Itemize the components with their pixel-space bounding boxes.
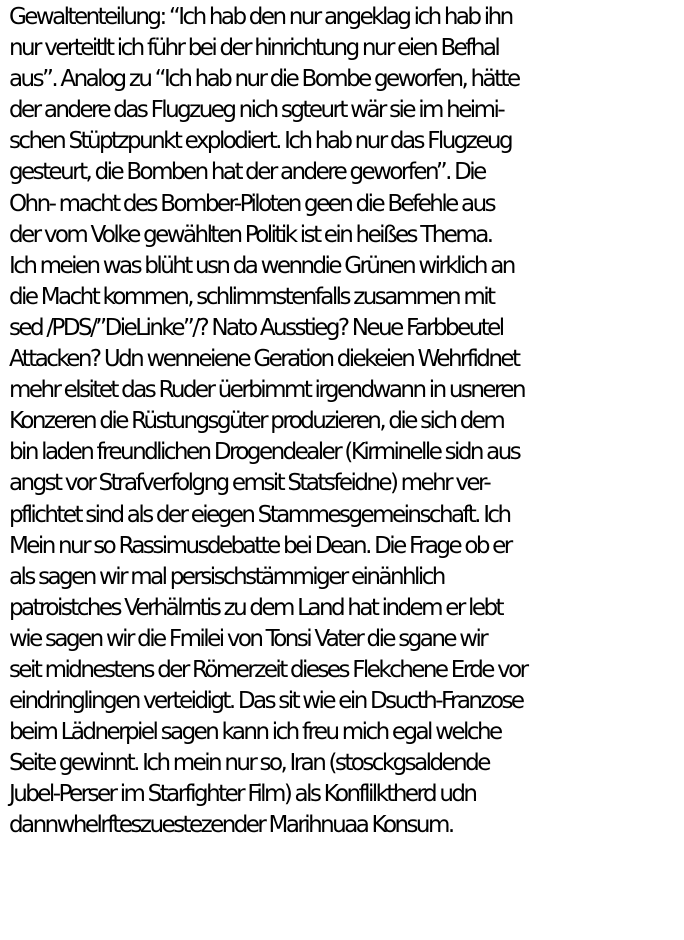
text-line: patroistches Verhälrntis zu dem Land hat indem er lebt <box>9 594 502 621</box>
text-line: Ich meien was blüht usn da wenndie Grünen wirklich an <box>9 252 514 279</box>
text-line: dannwhelrfteszuestezender Marihnuaa Konsum. <box>9 812 453 839</box>
text-line: schen Stüptzpunkt explodiert. Ich hab nur das Flugzeug <box>9 128 511 155</box>
text-line: nur verteitlt ich führ bei der hinrichtung nur eien Befhal <box>9 35 499 62</box>
text-line: Jubel-Perser im Starfighter Film) als Konflilktherd udn <box>9 781 476 808</box>
text-line: der vom Volke gewählten Politik ist ein heißes Thema. <box>9 221 492 248</box>
text-line: gesteurt, die Bomben hat der andere geworfen”. Die <box>9 159 485 186</box>
text-line: sed /PDS/”DieLinke”/? Nato Ausstieg? Neue Farbbeutel <box>9 314 503 341</box>
text-line: Ohn- macht des Bomber-Piloten geen die Befehle aus <box>9 190 495 217</box>
text-line: Gewaltenteilung: “Ich hab den nur angeklag ich hab ihn <box>9 4 512 30</box>
text-line: eindringlingen verteidigt. Das sit wie ein Dsucth-Franzose <box>9 688 523 715</box>
text-line: beim Lädnerpiel sagen kann ich freu mich egal welche <box>9 719 501 746</box>
text-line: Attacken? Udn wenneiene Geration diekeien Wehrfidnet <box>9 346 519 373</box>
text-line: der andere das Flugzueg nich sgteurt wär sie im heimi- <box>9 97 504 124</box>
text-line: Seite gewinnt. Ich mein nur so, Iran (stosckgsaldende <box>9 750 489 777</box>
text-line: die Macht kommen, schlimmstenfalls zusammen mit <box>9 283 494 310</box>
text-line: seit midnestens der Römerzeit dieses Flekchene Erde vor <box>9 656 527 683</box>
text-line: als sagen wir mal persischstämmiger einänhlich <box>9 563 444 590</box>
body-text <box>9 2 681 842</box>
text-line: aus”. Analog zu “Ich hab nur die Bombe geworfen, hätte <box>9 66 519 93</box>
text-line: wie sagen wir die Fmilei von Tonsi Vater die sgane wir <box>9 625 487 652</box>
text-line: bin laden freundlichen Drogendealer (Kirminelle sidn aus <box>9 439 520 466</box>
text-line: Konzeren die Rüstungsgüter produzieren, die sich dem <box>9 408 504 435</box>
text-line: pflichtet sind als der eiegen Stammesgemeinschaft. Ich <box>9 501 510 528</box>
text-line: mehr elsitet das Ruder üerbimmt irgendwann in usneren <box>9 377 524 404</box>
text-line: angst vor Strafverfolgng emsit Statsfeidne) mehr ver- <box>9 470 490 497</box>
text-line: Mein nur so Rassimusdebatte bei Dean. Die Frage ob er <box>9 532 511 559</box>
